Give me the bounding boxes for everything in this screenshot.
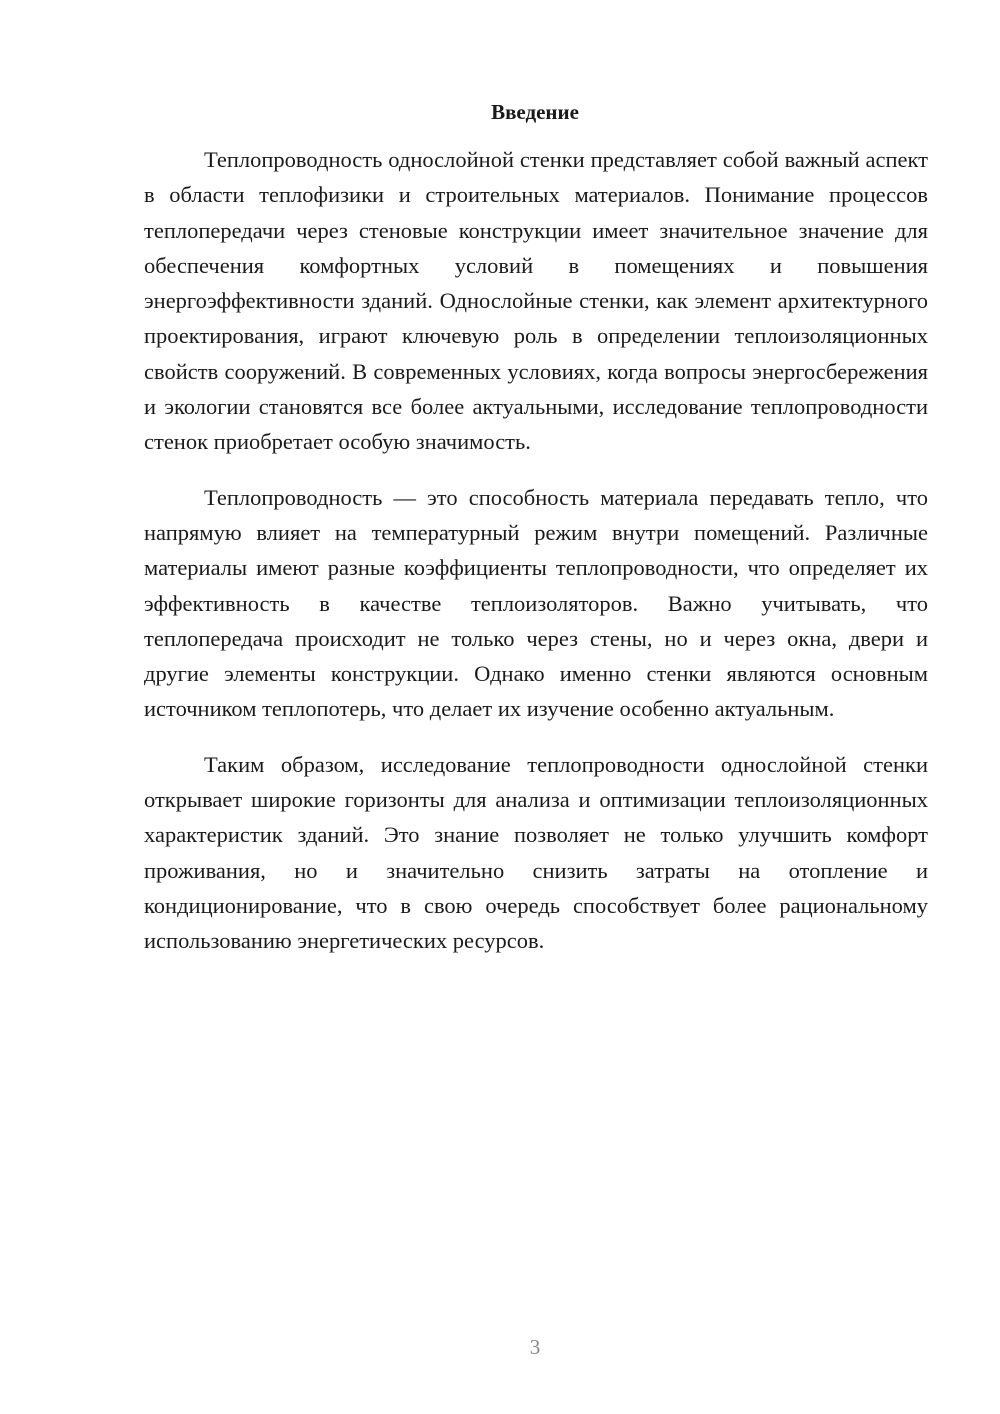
page-number: 3 [529,1335,541,1359]
paragraph-1: Теплопроводность однослойной стенки представляет собой важный аспект в области теплофизики и строительных материалов. Понимание процессов теплопередачи через стеновые конструкции имеет значительное значение для обеспечения комфортных условий в помещениях и повышения энергоэффективности зданий. Однослойные стенки, как элемент архитектурного проектирования, играют ключевую роль в определении теплоизоляционных свойств сооружений. В современных условиях, когда вопросы энергосбережения и экологии становятся все более актуальными, исследование теплопроводности стенок приобретает особую значимость. [144,147,928,455]
body-text [144,142,928,959]
section-title: Введение [491,100,579,124]
paragraph-3: Таким образом, исследование теплопроводности однослойной стенки открывает широкие горизонты для анализа и оптимизации теплоизоляционных характеристик зданий. Это знание позволяет не только улучшить комфорт проживания, но и значительно снизить затраты на отопление и кондиционирование, что в свою очередь способствует более рациональному использованию энергетических ресурсов. [144,751,928,954]
paragraph-2: Теплопроводность — это способность материала передавать тепло, что напрямую влияет на температурный режим внутри помещений. Различные материалы имеют разные коэффициенты теплопроводности, что определяет их эффективность в качестве теплоизоляторов. Важно учитывать, что теплопередача происходит не только через стены, но и через окна, двери и другие элементы конструкции. Однако именно стенки являются основным источником теплопотерь, что делает их изучение особенно актуальным. [144,484,928,722]
